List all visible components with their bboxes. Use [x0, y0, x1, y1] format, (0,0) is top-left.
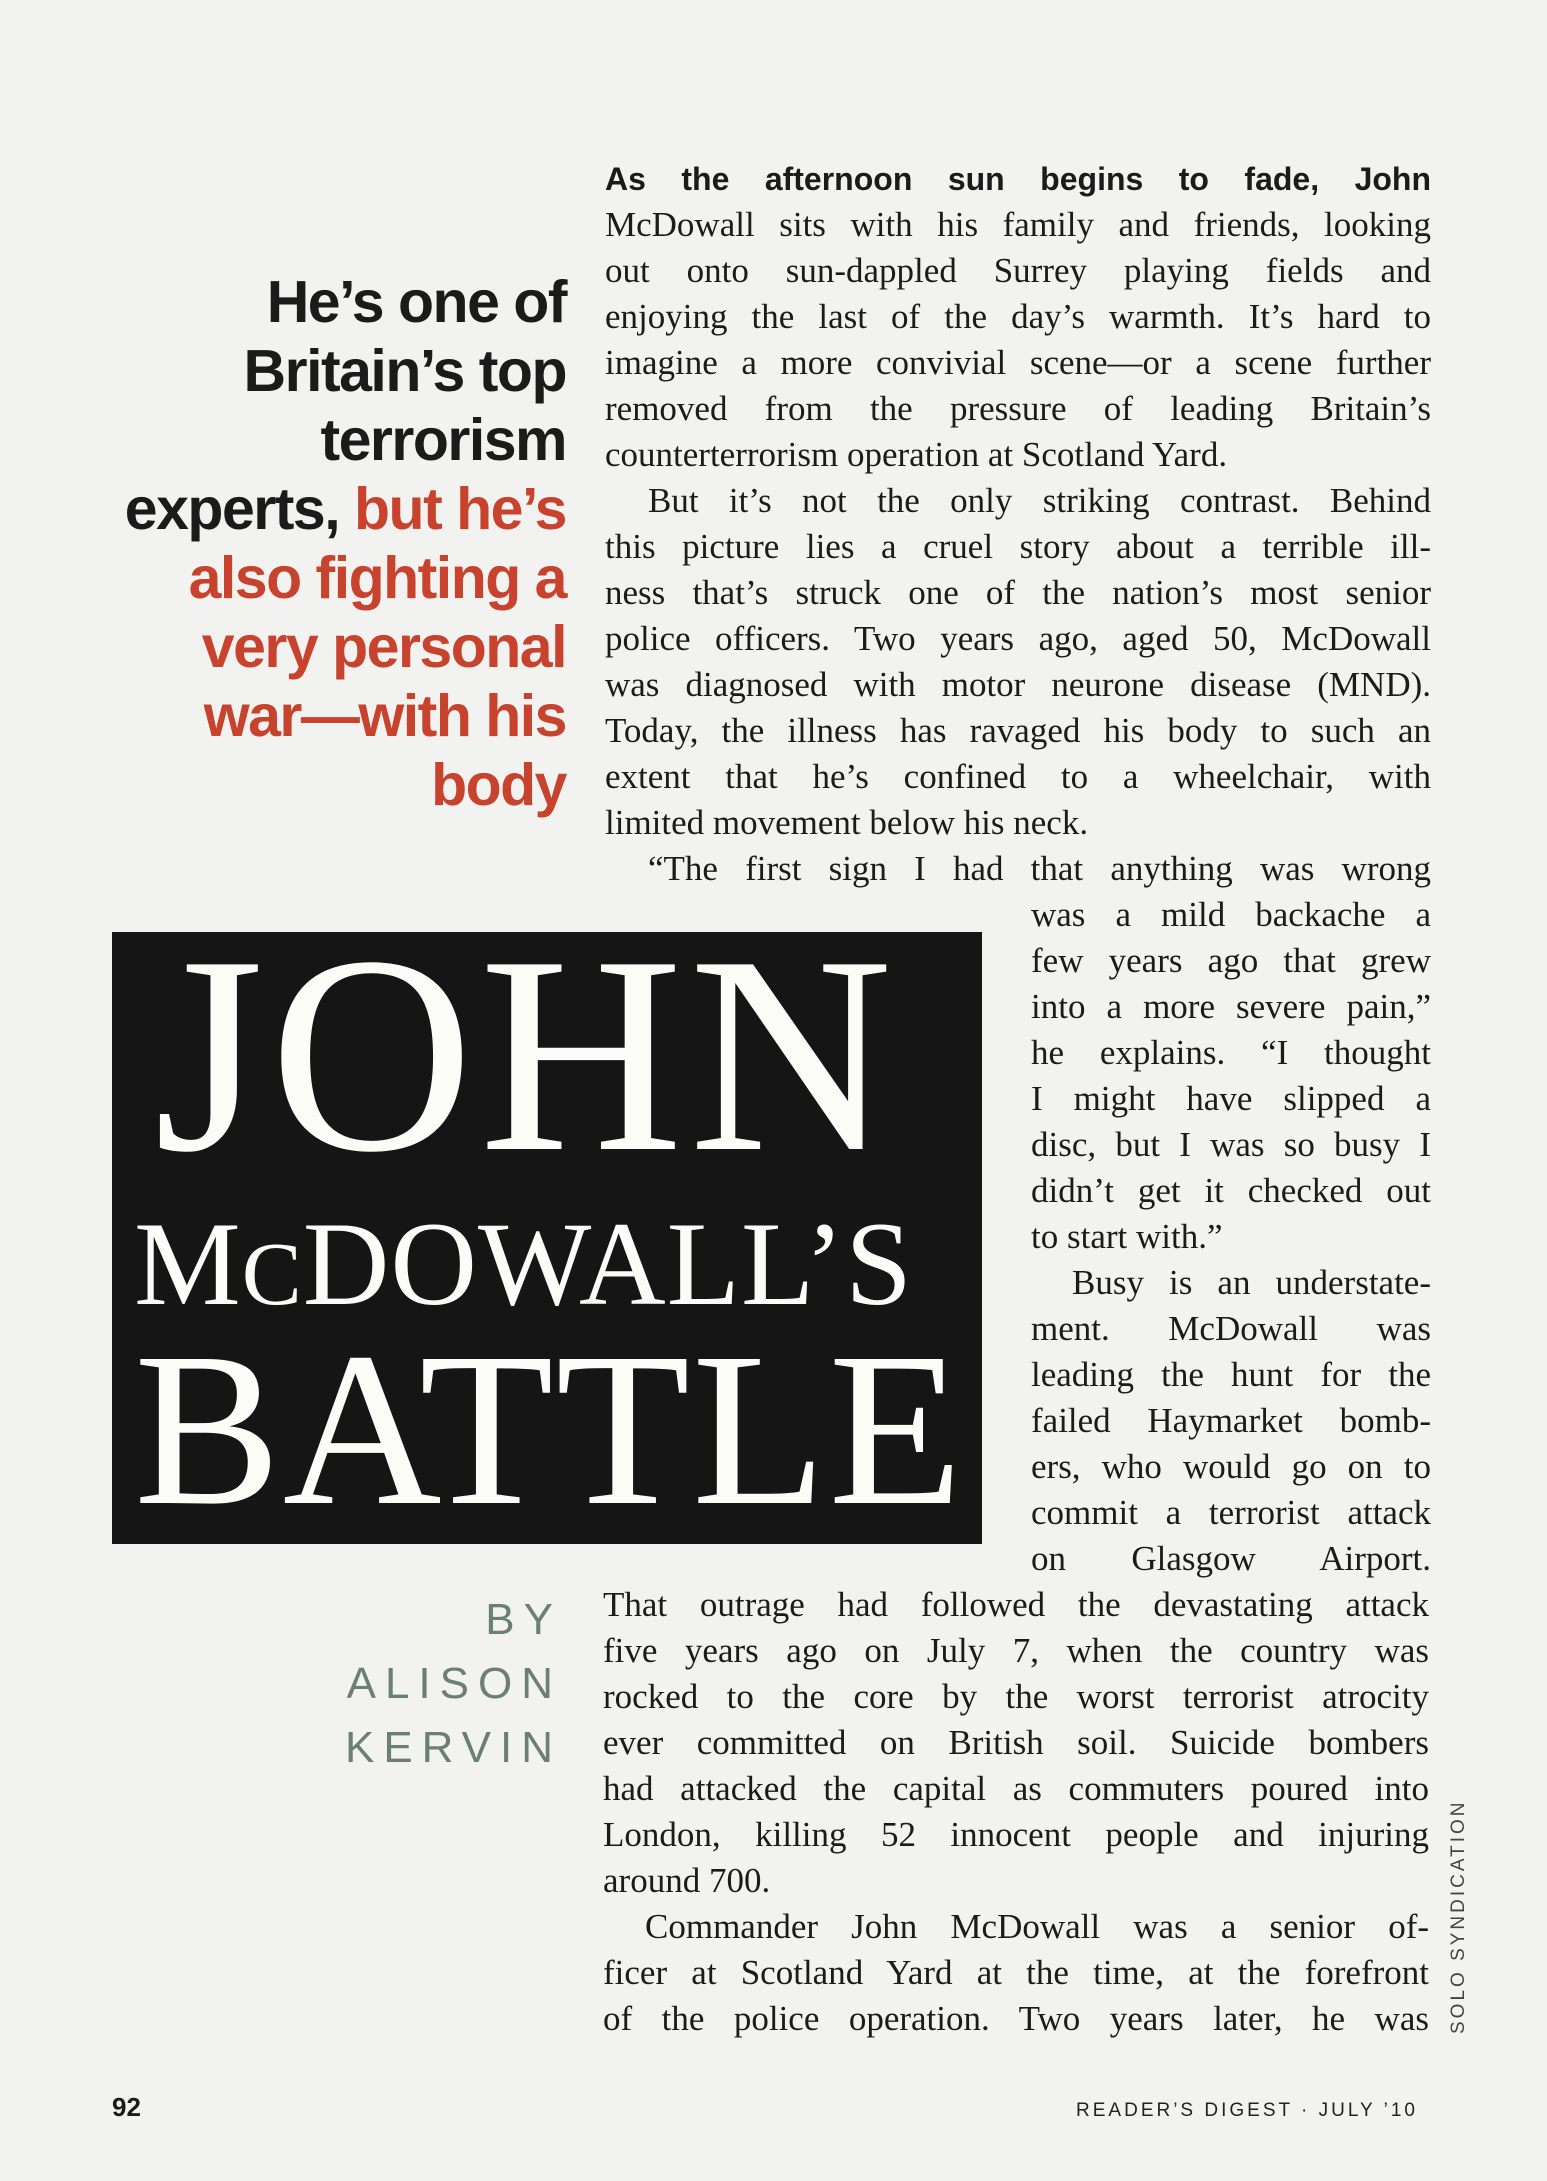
body-line: police officers. Two years ago, aged 50, McDowall — [605, 619, 1431, 658]
headline-block — [112, 898, 982, 1551]
body-line: disc, but I was so busy I — [1031, 1125, 1431, 1164]
byline-first-name: ALISON — [346, 1659, 562, 1708]
body-line: imagine a more convivial scene—or a scene further — [605, 343, 1431, 382]
body-line: rocked to the core by the worst terrorist atrocity — [603, 1677, 1429, 1716]
photo-credit: SOLO SYNDICATION — [1448, 1799, 1469, 2034]
byline-last-name: KERVIN — [344, 1723, 562, 1772]
body-line: As the afternoon sun begins to fade, John — [605, 161, 1431, 197]
body-line: didn’t get it checked out — [1031, 1171, 1431, 1210]
publication-footer: READER’S DIGEST · JULY ’10 — [1076, 2100, 1418, 2121]
body-line: on Glasgow Airport. — [1031, 1539, 1431, 1578]
byline-label: BY — [485, 1595, 562, 1644]
body-line: out onto sun-dappled Surrey playing fields and — [605, 251, 1431, 290]
body-line: Commander John McDowall was a senior of- — [645, 1907, 1429, 1946]
body-line: had attacked the capital as commuters poured into — [603, 1769, 1429, 1808]
body-line: Busy is an understate- — [1072, 1263, 1431, 1302]
body-line: failed Haymarket bomb- — [1031, 1401, 1431, 1440]
body-line: “The first sign I had that anything was wrong — [648, 849, 1431, 888]
body-line: commit a terrorist attack — [1031, 1493, 1431, 1532]
body-line: ness that’s struck one of the nation’s most senior — [605, 573, 1431, 612]
body-line: That outrage had followed the devastating attack — [603, 1585, 1429, 1624]
headline-line-2-prefix: M — [134, 1197, 242, 1330]
body-line: was diagnosed with motor neurone disease (MND). — [605, 665, 1431, 704]
body-line: this picture lies a cruel story about a terrible ill- — [605, 527, 1431, 566]
page-number: 92 — [112, 2092, 141, 2122]
body-line: he explains. “I thought — [1031, 1033, 1431, 1072]
body-line: McDowall sits with his family and friends, looking — [605, 205, 1431, 244]
body-line: I might have slipped a — [1031, 1079, 1431, 1118]
deck-highlight: but he’s also fighting a very personal war—with his body — [188, 476, 566, 818]
body-line: London, killing 52 innocent people and injuring — [603, 1815, 1429, 1854]
byline — [250, 1588, 562, 1780]
body-line: ers, who would go on to — [1031, 1447, 1431, 1486]
body-line: of the police operation. Two years later, he was — [603, 1999, 1429, 2038]
article-deck — [120, 268, 566, 820]
body-line: counterterrorism operation at Scotland Yard. — [605, 435, 1228, 474]
body-line: ever committed on British soil. Suicide bombers — [603, 1723, 1429, 1762]
body-line: enjoying the last of the day’s warmth. It’s hard to — [605, 297, 1431, 336]
body-line: was a mild backache a — [1031, 895, 1431, 934]
body-line: to start with.” — [1031, 1217, 1223, 1256]
headline-line-2-small: C — [241, 1225, 303, 1324]
body-line: extent that he’s confined to a wheelchair, with — [605, 757, 1431, 796]
body-line: five years ago on July 7, when the country was — [603, 1631, 1429, 1670]
headline-line-1: JOHN — [154, 898, 899, 1210]
headline-line-2-rest: DOWALL’S — [302, 1197, 913, 1330]
body-line: limited movement below his neck. — [605, 803, 1089, 842]
body-line: removed from the pressure of leading Britain’s — [605, 389, 1431, 428]
body-line: ficer at Scotland Yard at the time, at the forefront — [603, 1953, 1429, 1992]
body-line: But it’s not the only striking contrast. Behind — [648, 481, 1431, 520]
body-line: few years ago that grew — [1031, 941, 1431, 980]
body-line: ment. McDowall was — [1031, 1309, 1431, 1348]
body-line: around 700. — [603, 1861, 771, 1900]
headline-line-3: BATTLE — [134, 1307, 965, 1551]
body-line: Today, the illness has ravaged his body to such an — [605, 711, 1431, 750]
body-line: into a more severe pain,” — [1031, 987, 1431, 1026]
deck-intro: He’s one of Britain’s top terrorism experts, — [124, 269, 566, 542]
body-line: leading the hunt for the — [1031, 1355, 1431, 1394]
